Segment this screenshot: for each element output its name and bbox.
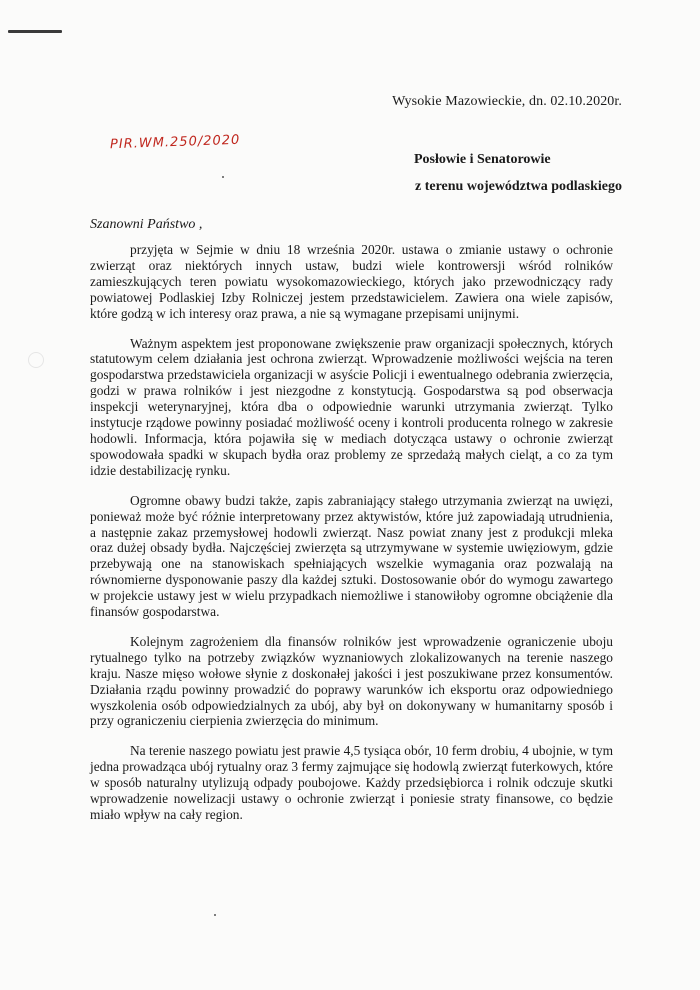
paragraph-5: Na terenie naszego powiatu jest prawie 4,5 tysiąca obór, 10 ferm drobiu, 4 ubojnie, w tym jedna prowadząca ubój rytualny oraz 3 fermy zajmujące się hodowlą zwierząt futerkowych, które w sposób naturalny utylizują odpady poubojowe. Każdy przedsiębiorca i rolnik odczuje skutki wprowadzenie nowelizacji ustawy o ochronie zwierząt i poniesie straty finansowe, co będzie miało wpływ na cały region. bbox=[90, 743, 613, 822]
scan-speck bbox=[222, 176, 224, 178]
handwritten-reference-number: PIR.WM.250/2020 bbox=[109, 132, 241, 153]
punch-hole-mark bbox=[28, 352, 44, 368]
paragraph-4: Kolejnym zagrożeniem dla finansów rolników jest wprowadzenie ograniczenie uboju rytualnego tylko na potrzeby związków wyznaniowych zlokalizowanych na terenie naszego kraju. Nasze mięso wołowe słynie z doskonałej jakości i jest poszukiwane przez konsumentów. Działania rządu powinny prowadzić do poprawy warunków ich eksportu oraz odpowiedniego wyszkolenia osób odpowiedzialnych za ubój, aby był on dokonywany w humanitarny sposób i przy ograniczeniu cierpienia zwierzęcia do minimum. bbox=[90, 633, 613, 729]
letter-body bbox=[90, 242, 613, 837]
place-and-date: Wysokie Mazowieckie, dn. 02.10.2020r. bbox=[392, 94, 622, 109]
paragraph-1: przyjęta w Sejmie w dniu 18 września 2020r. ustawa o zmianie ustawy o ochronie zwierząt oraz niektórych innych ustaw, budzi wiele kontrowersji wśród rolników zamieszkujących teren powiatu wysokomazowieckiego, których jako przewodniczący rady powiatowej Podlaskiej Izby Rolniczej jestem przedstawicielem. Zawiera ona wiele zapisów, które godzą w ich interesy oraz prawa, a nie są wymagane przepisami unijnymi. bbox=[90, 242, 613, 321]
scan-speck bbox=[214, 914, 216, 916]
addressee-line-1: Posłowie i Senatorowie bbox=[414, 152, 551, 167]
addressee-block bbox=[414, 146, 622, 200]
paragraph-2: Ważnym aspektem jest proponowane zwiększenie praw organizacji społecznych, których statutowym celem działania jest ochrona zwierząt. Wprowadzenie możliwości wejścia na teren gospodarstwa przedstawiciela organizacji w asyście Policji i ewentualnego odebrania zwierzęcia, godzi w prawa rolników i jest niezgodne z konstytucją. Gospodarstwa są pod obserwacja inspekcji weterynaryjnej, która dba o odpowiednie warunki utrzymania zwierząt. Tylko instytucje rządowe powinny posiadać możliwość oceny i kontroli producenta rolnego w zakresie hodowli. Informacja, która pojawiła się w mediach dotycząca ustawy o ochronie zwierząt spowodowała spadki w skupach bydła oraz problemy ze sprzedażą małych cieląt, a co za tym idzie destabilizację rynku. bbox=[90, 335, 613, 478]
addressee-line-2: z terenu województwa podlaskiego bbox=[415, 179, 623, 194]
staple-mark bbox=[8, 30, 62, 33]
paragraph-3: Ogromne obawy budzi także, zapis zabraniający stałego utrzymania zwierząt na uwięzi, ponieważ może być różnie interpretowany przez aktywistów, które już zapowiadają utrudnienia, a następnie zakaz przemysłowej hodowli zwierząt. Nasz powiat znany jest z produkcji mleka oraz dużej obsady bydła. Najczęściej zwierzęta są utrzymywane w systemie uwięziowym, gdzie przebywają one na stanowiskach spełniających wszelkie wymagania oraz pozwalają na równomierne dysponowanie paszy dla każdej sztuki. Dostosowanie obór do wymogu zawartego w projekcie ustawy jest w wielu przypadkach niemożliwe i stanowiłoby ogromne obciążenie dla finansów gospodarstwa. bbox=[90, 492, 613, 620]
salutation: Szanowni Państwo , bbox=[90, 217, 203, 232]
